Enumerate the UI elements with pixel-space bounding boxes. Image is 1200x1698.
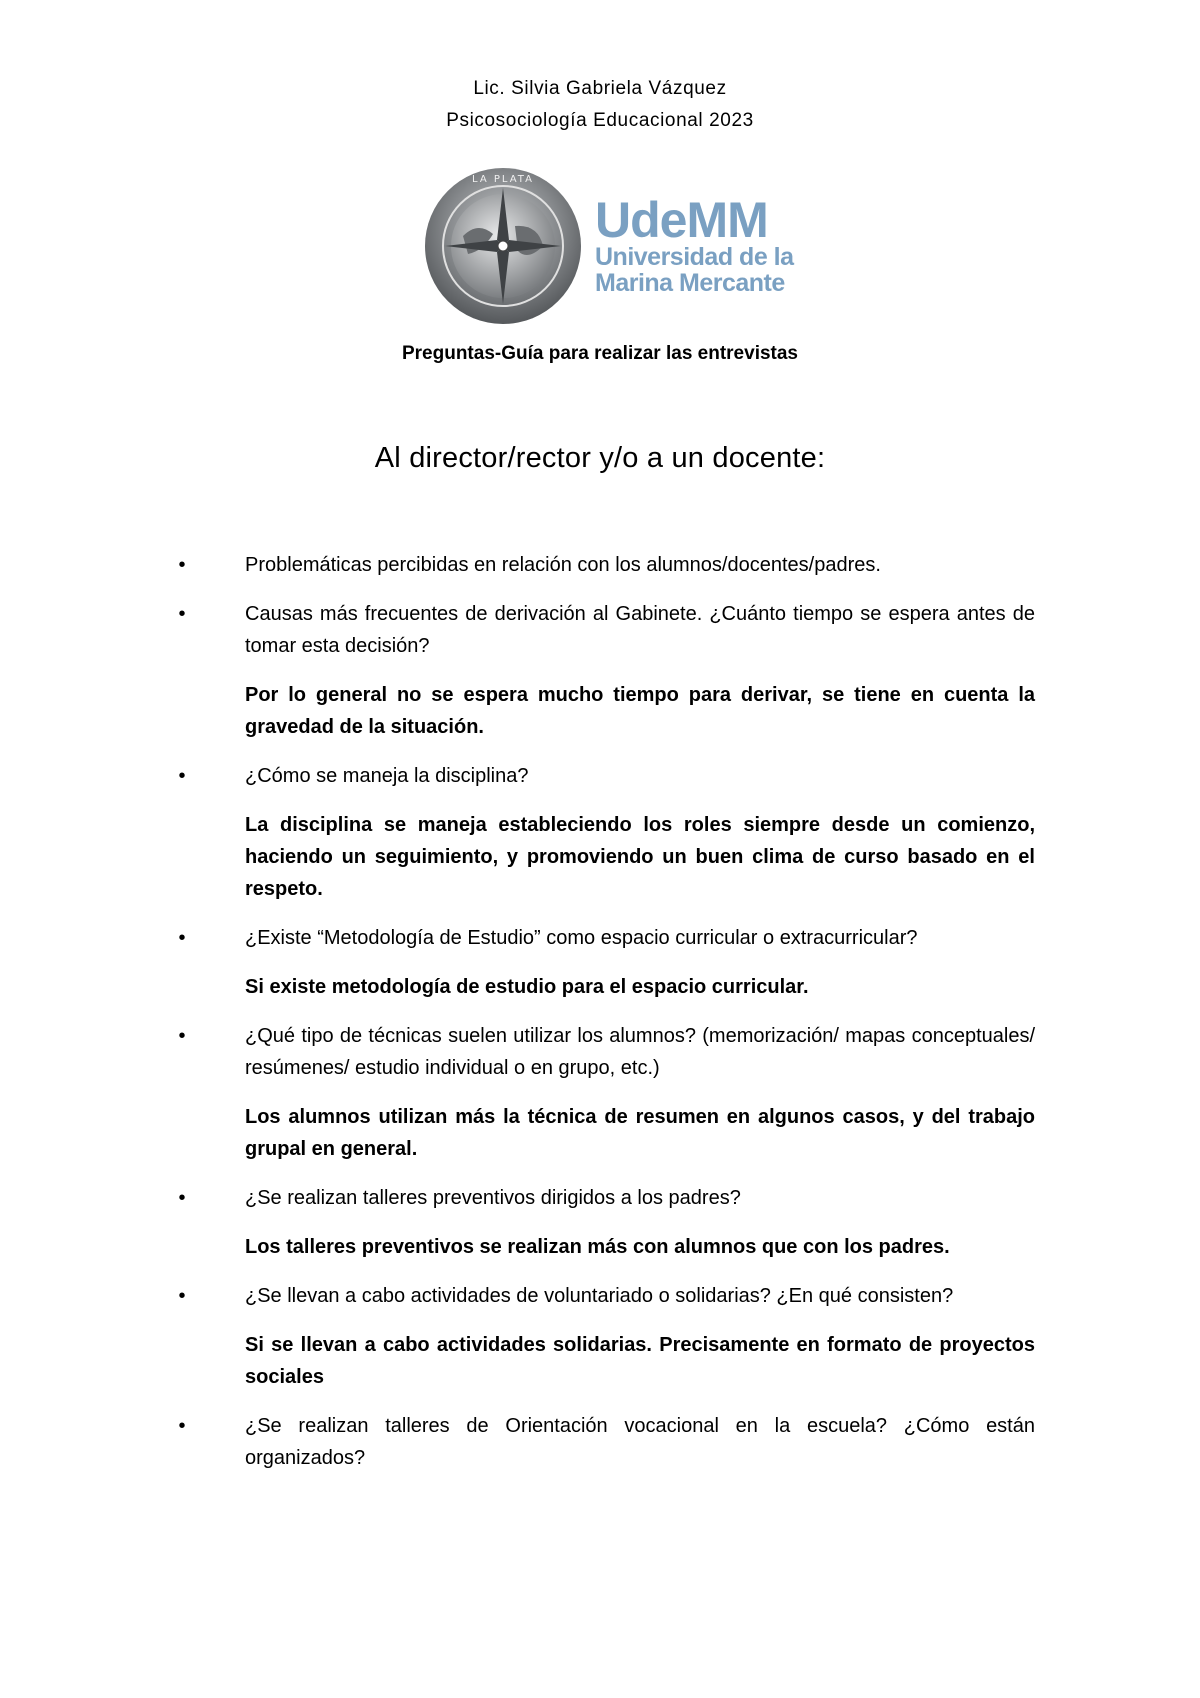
answer-text: Por lo general no se espera mucho tiempo para derivar, se tiene en cuenta la gravedad de la situación. (245, 684, 1035, 738)
document-title: Al director/rector y/o a un docente: (374, 442, 826, 474)
bullet-icon: • (178, 1285, 186, 1307)
seal-text: LA PLATA (472, 174, 534, 185)
question-item (178, 1410, 1035, 1474)
answer-text: La disciplina se maneja estableciendo los roles siempre desde un comienzo, haciendo un seguimiento, y promoviendo un buen clima de curso basado en el respeto. (245, 814, 1035, 900)
wordmark-line-1: Universidad de la (595, 243, 794, 271)
bullet-icon: • (178, 603, 186, 625)
question-item (178, 922, 1035, 954)
question-item (178, 760, 1035, 792)
question-item (178, 1020, 1035, 1084)
document-subtitle: Preguntas-Guía para realizar las entrevistas (401, 343, 798, 364)
bullet-icon: • (178, 1415, 186, 1437)
question-item (178, 549, 1035, 581)
author-name: Lic. Silvia Gabriela Vázquez (473, 78, 727, 99)
answer-text: Si existe metodología de estudio para el espacio curricular. (245, 976, 809, 998)
question-text: ¿Existe “Metodología de Estudio” como espacio curricular o extracurricular? (245, 927, 918, 949)
university-logo (423, 166, 793, 326)
answer-text: Los talleres preventivos se realizan más con alumnos que con los padres. (245, 1236, 950, 1258)
question-text: ¿Qué tipo de técnicas suelen utilizar los alumnos? (memorización/ mapas conceptuales/ resúmenes/ estudio individual o en grupo, etc.) (245, 1025, 1035, 1079)
bullet-icon: • (178, 1025, 186, 1047)
compass-seal-icon (423, 166, 583, 326)
university-wordmark (595, 192, 795, 297)
question-text: Problemáticas percibidas en relación con los alumnos/docentes/padres. (245, 554, 881, 576)
bullet-icon: • (178, 1187, 186, 1209)
wordmark-line-2: Marina Mercante (595, 269, 785, 297)
question-text: ¿Cómo se maneja la disciplina? (245, 765, 529, 787)
question-text: ¿Se llevan a cabo actividades de voluntariado o solidarias? ¿En qué consisten? (245, 1285, 954, 1307)
bullet-icon: • (178, 554, 186, 576)
bullet-icon: • (178, 927, 186, 949)
question-list (178, 549, 1035, 1491)
wordmark-acronym: UdeMM (595, 192, 768, 248)
course-name: Psicosociología Educacional 2023 (446, 110, 754, 131)
question-item (178, 1280, 1035, 1312)
answer-text: Si se llevan a cabo actividades solidarias. Precisamente en formato de proyectos sociales (245, 1334, 1035, 1388)
answer-text: Los alumnos utilizan más la técnica de resumen en algunos casos, y del trabajo grupal en general. (245, 1106, 1035, 1160)
question-text: ¿Se realizan talleres de Orientación vocacional en la escuela? ¿Cómo están organizados? (245, 1415, 1035, 1469)
question-text: Causas más frecuentes de derivación al Gabinete. ¿Cuánto tiempo se espera antes de tomar esta decisión? (245, 603, 1035, 657)
question-item (178, 598, 1035, 662)
bullet-icon: • (178, 765, 186, 787)
question-item (178, 1182, 1035, 1214)
question-text: ¿Se realizan talleres preventivos dirigidos a los padres? (245, 1187, 741, 1209)
